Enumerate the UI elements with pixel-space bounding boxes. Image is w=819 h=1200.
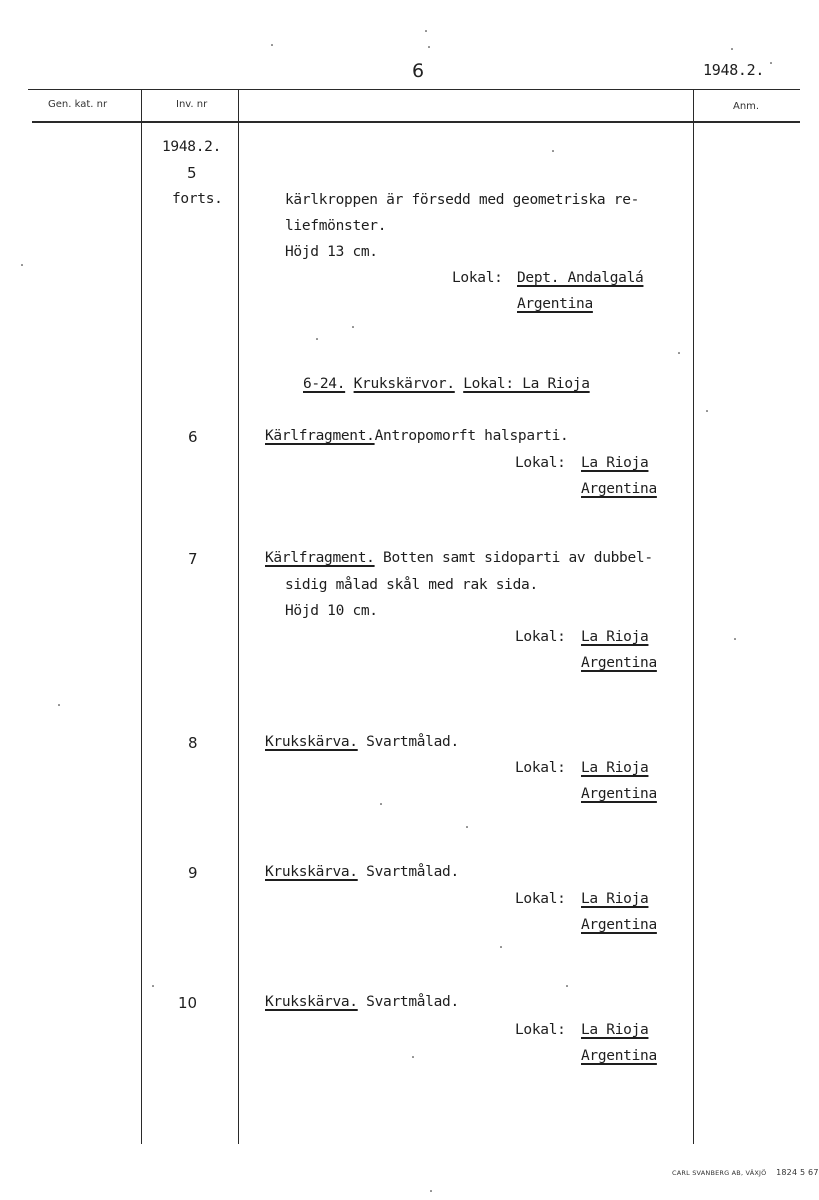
inv-number-7: 7 <box>188 550 198 568</box>
entry8-description <box>265 734 459 750</box>
paper-speck <box>21 264 23 266</box>
column-divider-anm <box>693 89 694 1144</box>
entry7-title: Kärlfragment. <box>265 550 375 566</box>
entry6-desc: Antropomorft halsparti. <box>374 428 569 444</box>
entry8-lokal-place: La Rioja <box>581 760 649 776</box>
entry6-description <box>265 428 568 444</box>
entry8-lokal-country: Argentina <box>581 786 657 802</box>
paper-speck <box>566 985 568 987</box>
entry7-description-line2: sidig målad skål med rak sida. <box>285 577 538 593</box>
entry9-desc: Svartmålad. <box>357 864 459 880</box>
paper-speck <box>430 1190 432 1192</box>
paper-speck <box>152 985 154 987</box>
entry9-lokal-label: Lokal: <box>515 891 566 907</box>
entry6-lokal-label: Lokal: <box>515 455 566 471</box>
inv-number-9: 9 <box>188 864 198 882</box>
section-lokal: Lokal: La Rioja <box>463 376 590 392</box>
entry8-title: Krukskärva. <box>265 734 358 750</box>
entry6-lokal-country: Argentina <box>581 481 657 497</box>
paper-speck <box>352 326 354 328</box>
paper-speck <box>271 44 273 46</box>
entry9-title: Krukskärva. <box>265 864 358 880</box>
entry7-desc: Botten samt sidoparti av dubbel- <box>374 550 653 566</box>
paper-speck <box>58 704 60 706</box>
paper-speck <box>770 62 772 64</box>
entry9-lokal-place: La Rioja <box>581 891 649 907</box>
column-divider-inv <box>238 89 239 1144</box>
inv-year: 1948.2. <box>162 139 222 155</box>
entry7-lokal-label: Lokal: <box>515 629 566 645</box>
section-range: 6-24. <box>303 376 346 392</box>
entry6-lokal-place: La Rioja <box>581 455 649 471</box>
section-heading <box>303 376 590 392</box>
column-divider-gen <box>141 89 142 1144</box>
page-reference: 1948.2. <box>703 61 765 79</box>
entry7-lokal-place: La Rioja <box>581 629 649 645</box>
header-top-rule <box>28 89 800 90</box>
entry10-lokal-place: La Rioja <box>581 1022 649 1038</box>
column-header-gen-kat-nr: Gen. kat. nr <box>48 99 108 110</box>
paper-speck <box>428 46 430 48</box>
paper-speck <box>500 946 502 948</box>
column-header-inv-nr: Inv. nr <box>176 99 208 110</box>
entry8-lokal-label: Lokal: <box>515 760 566 776</box>
entry5-height: Höjd 13 cm. <box>285 244 378 260</box>
entry10-lokal-label: Lokal: <box>515 1022 566 1038</box>
header-bottom-rule <box>32 121 800 123</box>
section-title: Krukskärvor. <box>353 376 455 392</box>
entry5-description-line2: liefmönster. <box>285 218 387 234</box>
paper-speck <box>678 352 680 354</box>
paper-speck <box>412 1056 414 1058</box>
inv-number-10: 10 <box>178 994 198 1012</box>
paper-speck <box>380 803 382 805</box>
inv-number-6: 6 <box>188 428 198 446</box>
entry9-description <box>265 864 459 880</box>
entry10-desc: Svartmålad. <box>357 994 459 1010</box>
entry7-description-line1 <box>265 550 653 566</box>
column-header-anm: Anm. <box>733 101 760 112</box>
inv-number-5: 5 <box>187 164 197 182</box>
entry5-lokal-country: Argentina <box>517 296 593 312</box>
paper-speck <box>734 638 736 640</box>
entry7-lokal-country: Argentina <box>581 655 657 671</box>
entry8-desc: Svartmålad. <box>357 734 459 750</box>
entry10-title: Krukskärva. <box>265 994 358 1010</box>
inv-continued: forts. <box>172 191 223 207</box>
inv-number-8: 8 <box>188 734 198 752</box>
paper-speck <box>552 150 554 152</box>
paper-speck <box>316 338 318 340</box>
paper-speck <box>731 48 733 50</box>
entry7-height: Höjd 10 cm. <box>285 603 378 619</box>
printer-name: CARL SVANBERG AB, VÄXJÖ <box>672 1169 767 1177</box>
form-number: 1824 5 67 <box>776 1168 819 1177</box>
entry6-title: Kärlfragment. <box>265 428 375 444</box>
paper-speck <box>425 30 427 32</box>
paper-speck <box>706 410 708 412</box>
paper-speck <box>466 826 468 828</box>
entry10-lokal-country: Argentina <box>581 1048 657 1064</box>
entry9-lokal-country: Argentina <box>581 917 657 933</box>
entry5-lokal-place: Dept. Andalgalá <box>517 270 644 286</box>
entry10-description <box>265 994 459 1010</box>
page-number: 6 <box>412 60 425 82</box>
printer-imprint <box>672 1160 819 1179</box>
entry5-description-line1: kärlkroppen är försedd med geometriska re- <box>285 192 640 208</box>
entry5-lokal-label: Lokal: <box>452 270 503 286</box>
